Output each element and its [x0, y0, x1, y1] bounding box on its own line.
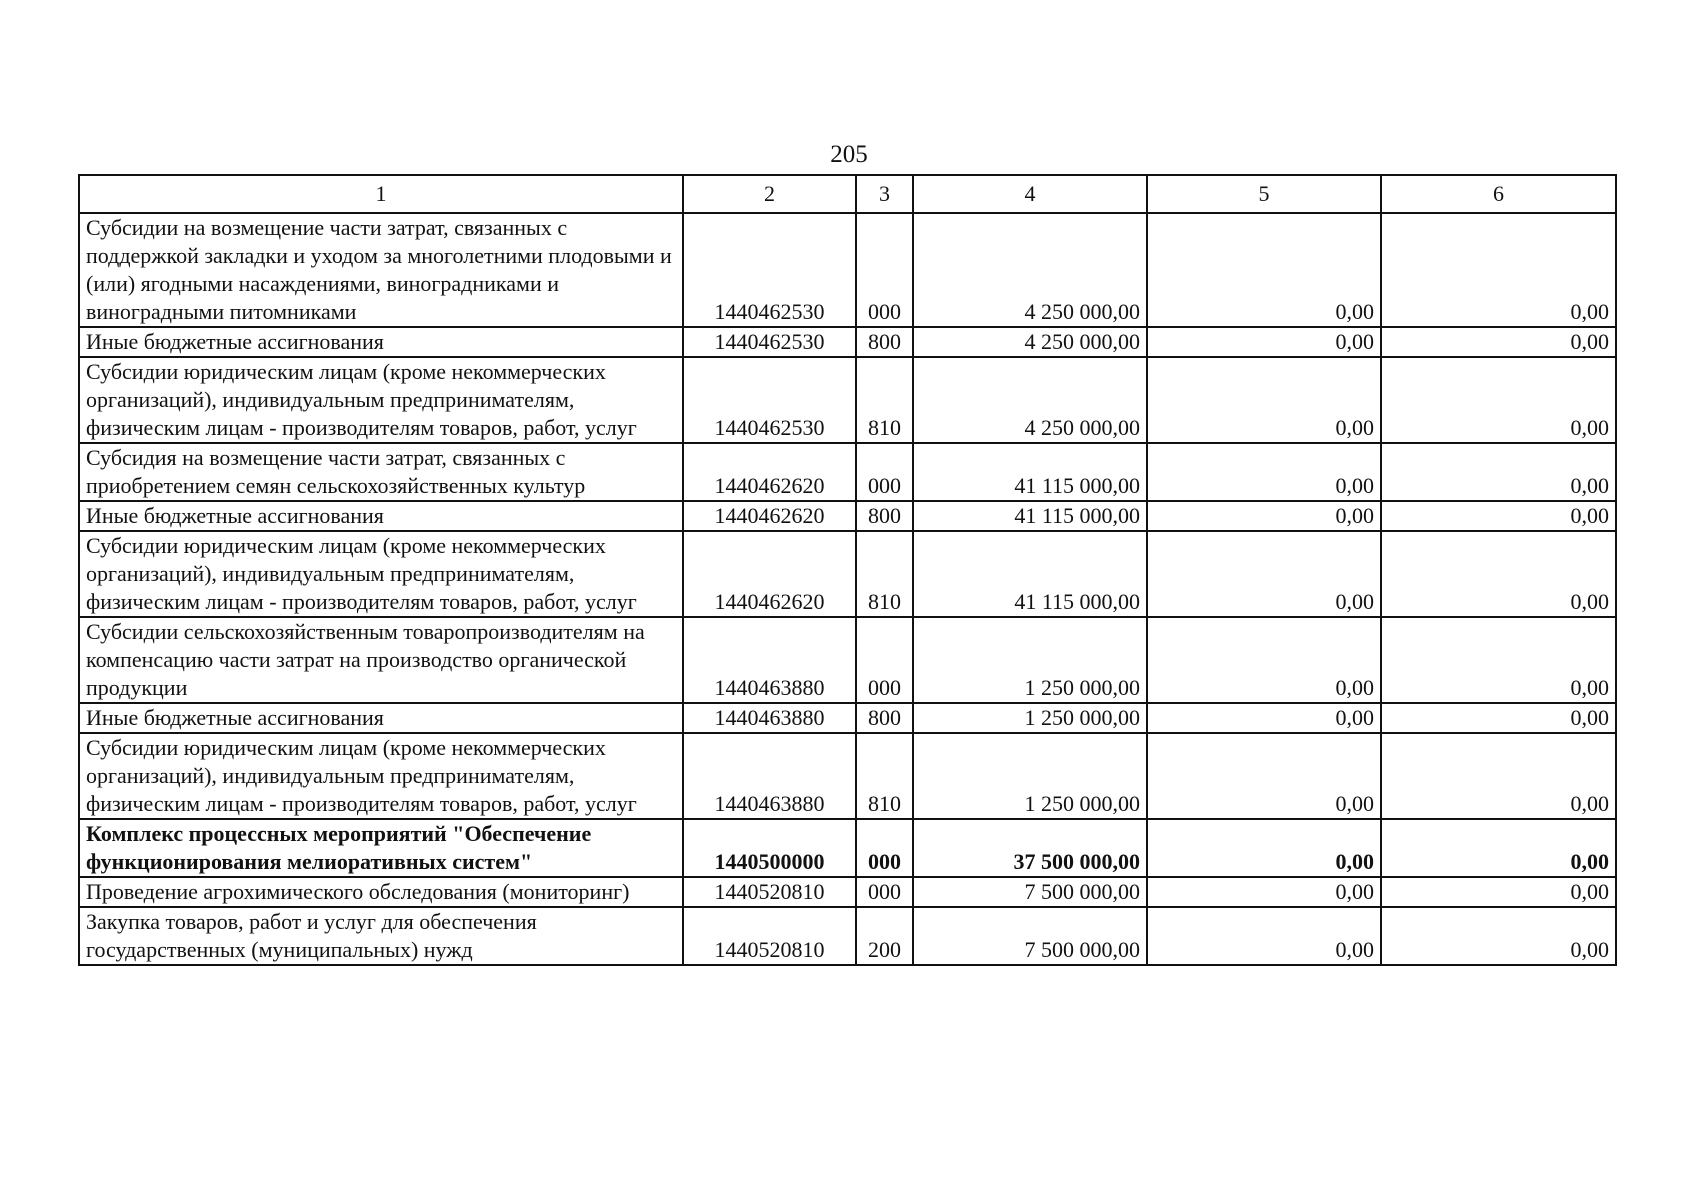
row-expense-type: 000 — [856, 213, 913, 327]
row-value-6: 0,00 — [1381, 357, 1616, 443]
row-expense-type: 810 — [856, 531, 913, 617]
header-row — [79, 175, 1616, 213]
row-expense-type: 800 — [856, 501, 913, 531]
row-value-6: 0,00 — [1381, 531, 1616, 617]
row-value-5: 0,00 — [1147, 617, 1381, 703]
row-value-4: 4 250 000,00 — [913, 357, 1147, 443]
row-value-5: 0,00 — [1147, 357, 1381, 443]
row-value-4: 1 250 000,00 — [913, 617, 1147, 703]
row-code: 1440463880 — [683, 703, 856, 733]
row-value-4: 37 500 000,00 — [913, 819, 1147, 877]
row-expense-type: 200 — [856, 907, 913, 965]
table-row — [79, 703, 1616, 733]
row-value-6: 0,00 — [1381, 501, 1616, 531]
row-code: 1440463880 — [683, 617, 856, 703]
row-value-5: 0,00 — [1147, 327, 1381, 357]
table-row — [79, 617, 1616, 703]
row-value-4: 7 500 000,00 — [913, 877, 1147, 907]
row-value-5: 0,00 — [1147, 531, 1381, 617]
row-value-6: 0,00 — [1381, 703, 1616, 733]
row-value-5: 0,00 — [1147, 703, 1381, 733]
row-value-4: 41 115 000,00 — [913, 501, 1147, 531]
table-row — [79, 213, 1616, 327]
table-row — [79, 501, 1616, 531]
row-value-6: 0,00 — [1381, 213, 1616, 327]
row-value-6: 0,00 — [1381, 617, 1616, 703]
row-expense-type: 810 — [856, 733, 913, 819]
row-value-4: 7 500 000,00 — [913, 907, 1147, 965]
row-name: Субсидии на возмещение части затрат, связанных с поддержкой закладки и уходом за многолетними плодовыми и (или) ягодными насаждениями, виноградниками и виноградными питомниками — [79, 213, 683, 327]
table-row — [79, 733, 1616, 819]
row-value-5: 0,00 — [1147, 819, 1381, 877]
table-row-section — [79, 819, 1616, 877]
row-value-4: 4 250 000,00 — [913, 327, 1147, 357]
row-value-4: 41 115 000,00 — [913, 531, 1147, 617]
row-expense-type: 000 — [856, 877, 913, 907]
row-name: Проведение агрохимического обследования (мониторинг) — [79, 877, 683, 907]
row-value-5: 0,00 — [1147, 733, 1381, 819]
row-expense-type: 810 — [856, 357, 913, 443]
row-name: Субсидии юридическим лицам (кроме некоммерческих организаций), индивидуальным предпринимателям, физическим лицам - производителям товаров, работ, услуг — [79, 733, 683, 819]
row-code: 1440463880 — [683, 733, 856, 819]
column-header: 6 — [1381, 175, 1616, 213]
row-value-6: 0,00 — [1381, 443, 1616, 501]
row-code: 1440462530 — [683, 357, 856, 443]
row-code: 1440462620 — [683, 443, 856, 501]
row-expense-type: 000 — [856, 443, 913, 501]
table-row — [79, 327, 1616, 357]
row-value-4: 41 115 000,00 — [913, 443, 1147, 501]
row-value-5: 0,00 — [1147, 501, 1381, 531]
row-name: Субсидии юридическим лицам (кроме некоммерческих организаций), индивидуальным предпринимателям, физическим лицам - производителям товаров, работ, услуг — [79, 531, 683, 617]
row-name: Субсидии юридическим лицам (кроме некоммерческих организаций), индивидуальным предпринимателям, физическим лицам - производителям товаров, работ, услуг — [79, 357, 683, 443]
row-value-6: 0,00 — [1381, 327, 1616, 357]
page-number: 205 — [830, 141, 868, 168]
table-row — [79, 443, 1616, 501]
row-code: 1440462620 — [683, 501, 856, 531]
row-expense-type: 800 — [856, 327, 913, 357]
column-header: 5 — [1147, 175, 1381, 213]
row-name: Иные бюджетные ассигнования — [79, 327, 683, 357]
row-code: 1440462530 — [683, 213, 856, 327]
row-value-4: 1 250 000,00 — [913, 703, 1147, 733]
row-expense-type: 000 — [856, 819, 913, 877]
row-code: 1440520810 — [683, 877, 856, 907]
column-header: 2 — [683, 175, 856, 213]
row-value-6: 0,00 — [1381, 907, 1616, 965]
row-code: 1440462620 — [683, 531, 856, 617]
row-expense-type: 000 — [856, 617, 913, 703]
table-row — [79, 357, 1616, 443]
column-header: 4 — [913, 175, 1147, 213]
row-value-6: 0,00 — [1381, 733, 1616, 819]
row-name: Комплекс процессных мероприятий "Обеспечение функционирования мелиоративных систем" — [79, 819, 683, 877]
row-name: Субсидии сельскохозяйственным товаропроизводителям на компенсацию части затрат на производство органической продукции — [79, 617, 683, 703]
column-header: 3 — [856, 175, 913, 213]
row-name: Субсидия на возмещение части затрат, связанных с приобретением семян сельскохозяйственных культур — [79, 443, 683, 501]
row-name: Иные бюджетные ассигнования — [79, 703, 683, 733]
row-value-5: 0,00 — [1147, 443, 1381, 501]
row-code: 1440462530 — [683, 327, 856, 357]
table-row — [79, 531, 1616, 617]
row-code: 1440520810 — [683, 907, 856, 965]
budget-table — [78, 174, 1617, 966]
row-expense-type: 800 — [856, 703, 913, 733]
table-row — [79, 907, 1616, 965]
row-value-6: 0,00 — [1381, 877, 1616, 907]
column-header: 1 — [79, 175, 683, 213]
table-row — [79, 877, 1616, 907]
row-value-6: 0,00 — [1381, 819, 1616, 877]
row-value-4: 4 250 000,00 — [913, 213, 1147, 327]
row-name: Закупка товаров, работ и услуг для обеспечения государственных (муниципальных) нужд — [79, 907, 683, 965]
row-value-5: 0,00 — [1147, 877, 1381, 907]
row-name: Иные бюджетные ассигнования — [79, 501, 683, 531]
row-code: 1440500000 — [683, 819, 856, 877]
row-value-5: 0,00 — [1147, 213, 1381, 327]
row-value-5: 0,00 — [1147, 907, 1381, 965]
row-value-4: 1 250 000,00 — [913, 733, 1147, 819]
